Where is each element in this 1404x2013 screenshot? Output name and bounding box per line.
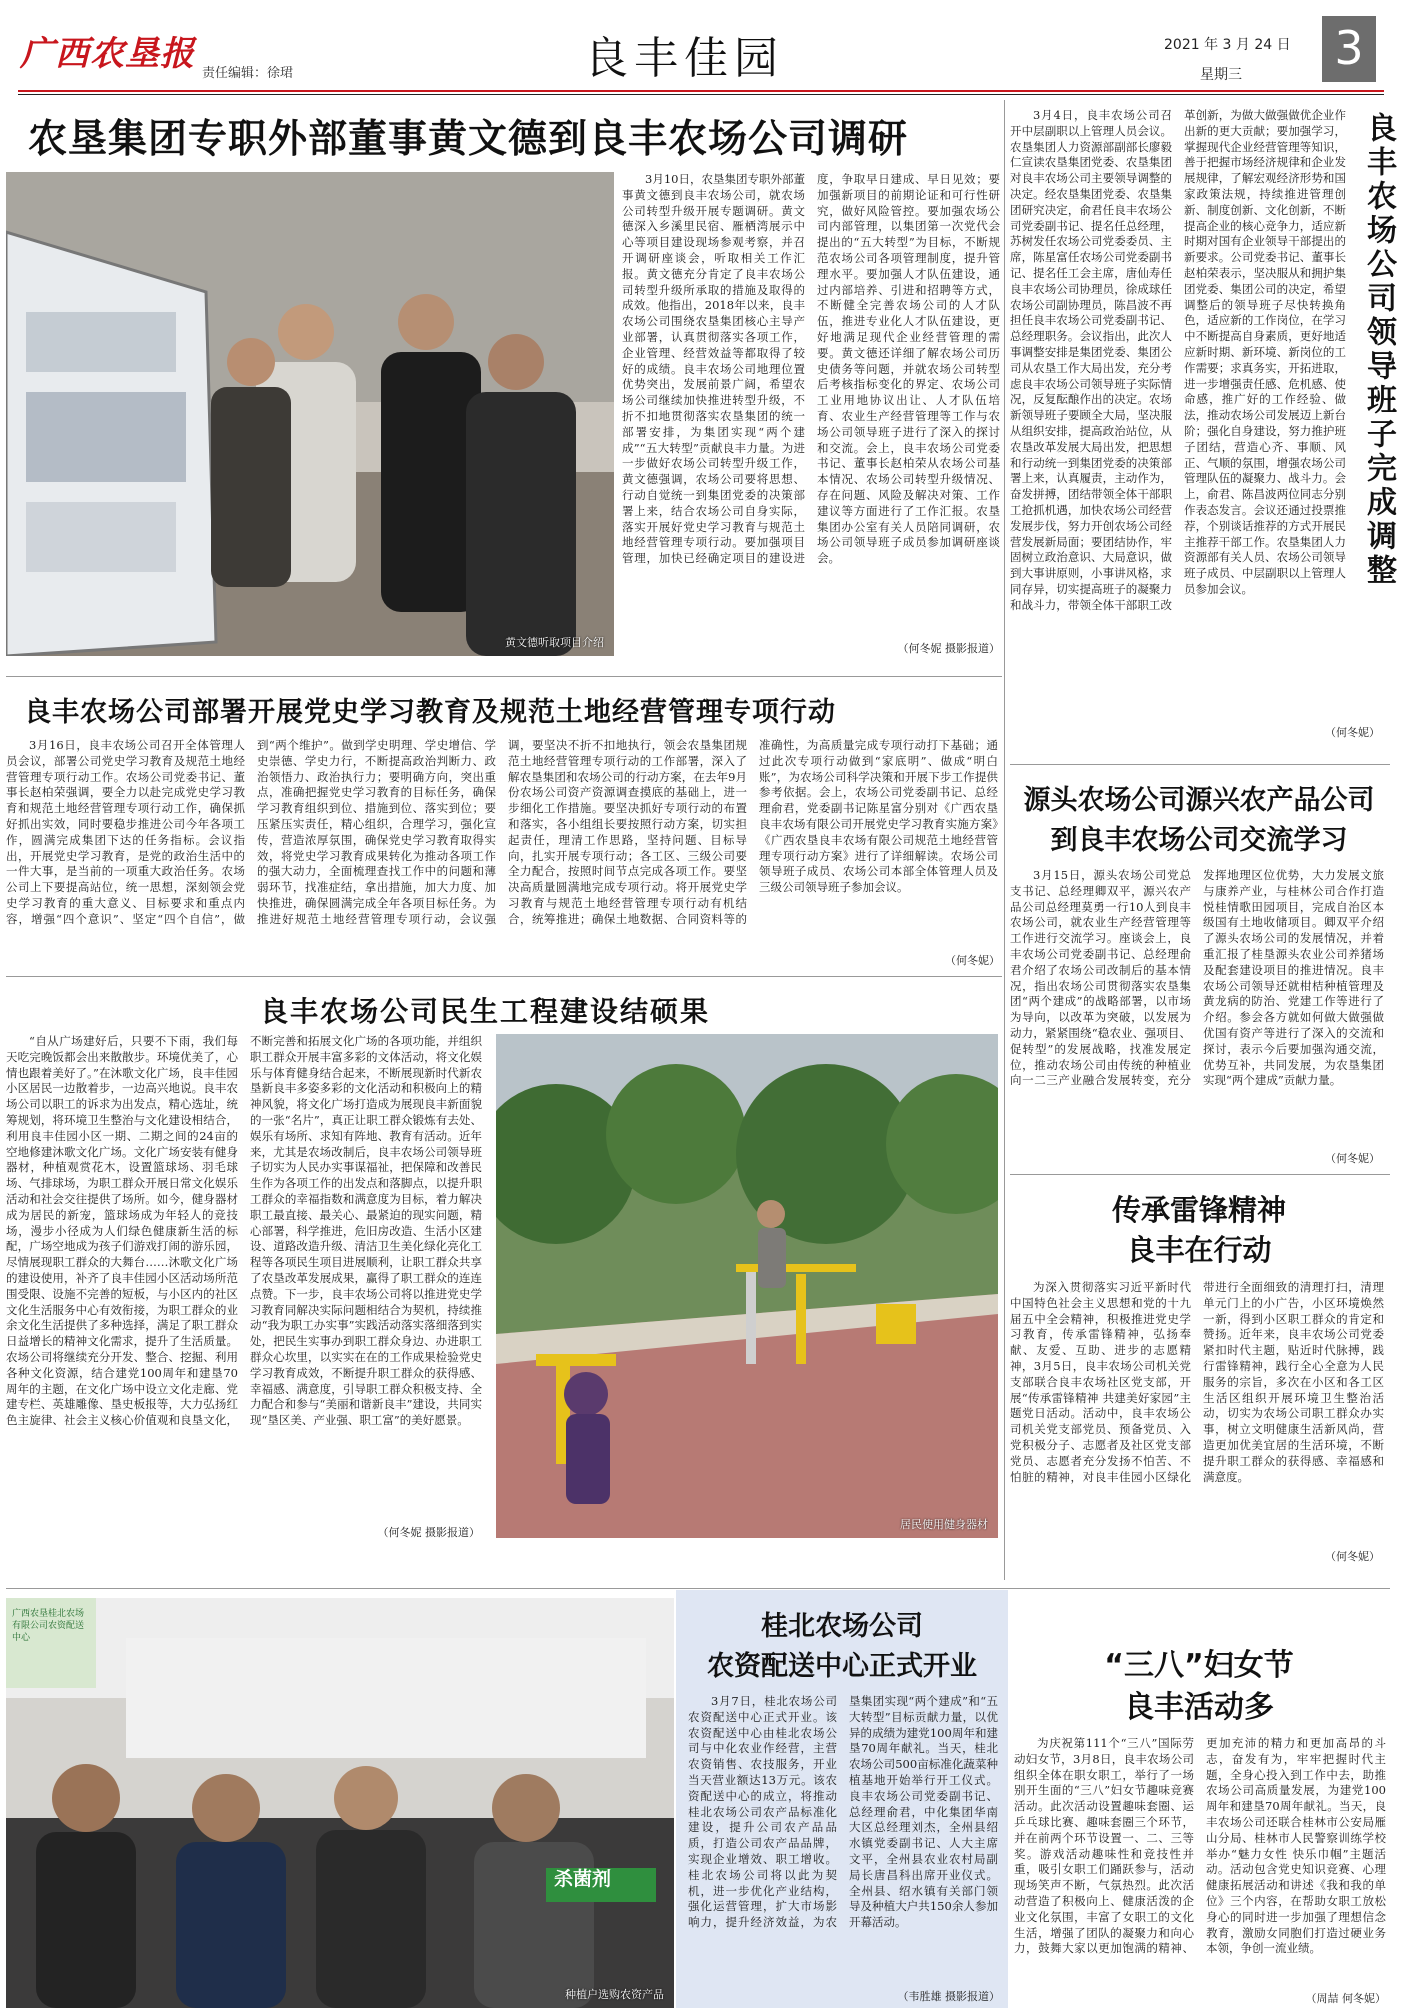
divider-4 [1010,1174,1390,1175]
article3-title: 良丰农场公司部署开展党史学习教育及规范土地经营管理专项行动 [24,697,836,728]
fitness-park-photo-illustration [496,1034,998,1538]
newspaper-logo: 广西农垦报 [20,34,195,74]
article8-title-line1: “三八”妇女节 [1104,1648,1294,1683]
article8-byline: （周喆 何冬妮） [1305,1992,1386,2005]
article7-body: 3月7日，桂北农场公司农资配送中心正式开业。该农资配送中心由桂北农场公司与中化农业作经营，主营农资销售、农技服务，开业当天营业额达13万元。该农资配送中心的成立，将推动桂北农场公司农产品标准化建设，提升公司农产品品质，打造公司农产品品牌，实现企业增效、职工增收。桂北农场公司将以此为契机，进一步优化产业结构，强化运营管理，扩大市场影响力，提升经济效益，为农垦集团实现“两个建成”和“五大转型”目标贡献力量，以优异的成绩为建党100周年和建垦70周年献礼。当天，桂北农场公司500亩标准化蔬菜种植基地开始举行开工仪式。良丰农场公司党委副书记、总经理俞君，中化集团华南大区总经理刘杰，全州县绍水镇党委副书记、人大主席文平，全州县农业农村局副局长唐昌科出席开业仪式。全州县、绍水镇有关部门领导及种植大户共150余人参加开幕活动。 [688,1694,998,1930]
article7-byline: （韦胜雄 摄影报道） [897,1990,1000,2003]
divider-right-column [1004,100,1005,1580]
article7-title-line2: 农资配送中心正式开业 [707,1651,977,1682]
divider-3 [6,976,1002,977]
article1-photo-caption: 黄文德听取项目介绍 [505,636,604,649]
article5-byline: （何冬妮 摄影报道） [377,1526,480,1539]
article4-title-line2: 到良丰农场公司交流学习 [1050,825,1348,856]
article5-photo-caption: 居民使用健身器材 [900,1518,988,1531]
article1-byline: （何冬妮 摄影报道） [897,642,1000,655]
article6-title-line2: 良丰在行动 [1126,1233,1272,1267]
article6-byline: （何冬妮） [1325,1550,1380,1563]
divider-2 [1010,764,1390,765]
article5-body-left: “自从广场建好后，只要不下雨，我们每天吃完晚饭都会出来散散步。环境优美了，心情也跟着美好了。”在沐歌文化广场，良丰佳园小区居民一边散着步，一边高兴地说。良丰农场公司以职工的诉求为出发点，精心选址，统筹规划，将环境卫生整治与文化建设相结合，利用良丰佳园小区一期、二期之间的24亩的空地修建沐歌文化广场。文化广场安装有健身器材，种植观赏花木，设置篮球场、羽毛球场、气排球场，为职工群众开展日常文化娱乐活动和社会交往提供了场所。如今，健身器材成为居民的新宠，篮球场成为年轻人的竞技场，漫步小径成为人们绿色健康新生活的标配，广场空地成为孩子们游戏打闹的游乐园，尽情展现职工群众的大舞台……沐歌文化广场的建设使用，补齐了良丰佳园小区活动场所范围受限、设施不完善的短板，与小区内的社区文化生活服务中心有效衔接，为职工群众的业余文化生活提供了多种选择，满足了职工群众日益增长的精神文化需求，提升了生活质量。农场公司将继续充分开发、整合、挖掘、利用各种文化资源，结合建党100周年和建垦70周年的主题，在文化广场中设立文化走廊、党建专栏、英雄雕像、垦史板报等，大力弘扬红色主旋律、社会主义核心价值观和良垦文化，不断完善和拓展文化广场的各项功能，并组织职工群众开展丰富多彩的文体活动，将文化娱乐与体育健身结合起来，不断展现新时代新农垦新良丰多姿多彩的文化活动和积极向上的精神风貌，将文化广场打造成为展现良丰新面貌的一张“名片”，真正让职工群众锻炼有去处、娱乐有场所、求知有阵地、教育有活动。近年来，尤其是农场改制后，良丰农场公司领导班子切实为人民办实事谋福祉，把保障和改善民生作为各项工作的出发点和落脚点，以提升职工群众的幸福指数和满意度为目标，着力解决职工最直接、最关心、最紧迫的现实问题，精心部署，科学推进，危旧房改造、生活小区建设、道路改造升级、清洁卫生美化绿化亮化工程等各项民生项目进展顺利，让职工群众共享了农垦改革发展成果，赢得了职工群众的连连点赞。下一步，良丰农场公司将以推进党史学习教育同解决实际问题相结合为契机，持续推动“我为职工办实事”实践活动落实落细落到实处，把民生实事办到职工群众身边、办进职工群众心坎里，以实实在在的工作成果检验党史学习教育成效，不断提升职工群众的获得感、幸福感、满意度，引导职工群众积极支持、全力配合和参与“美丽和谐新良丰”建设，共同实现“垦区美、产业强、职工富”的美好愿景。 [6,1034,482,1428]
divider-5 [6,1588,1390,1589]
article1-body: 3月10日，农垦集团专职外部董事黄文德到良丰农场公司，就农场公司转型升级开展专题调研。黄文德深入乡溪里民宿、雁栖湾展示中心等项目建设现场参观考察，并召开调研座谈会，听取相关工作汇报。黄文德充分肯定了良丰农场公司转型升级所承取的措施及取得的成效。他指出，2018年以来，良丰农场公司围绕农垦集团核心主导产业部署，认真贯彻落实各项工作，企业管理、经营效益等都取得了较好的成绩。良丰农场公司地理位置优势突出，发展前景广阔，希望农场公司继续加快推进转型升级，不折不扣地贯彻落实农垦集团的统一部署安排，为集团实现“两个建成”“五大转型”贡献良丰力量。为进一步做好农场公司转型升级工作，黄文德强调，农场公司要将思想、行动自觉统一到集团党委的决策部署上来，结合农场公司自身实际，落实开展好党史学习教育与规范土地经营管理专项行动。要加强项目管理，加快已经确定项目的建设进度，争取早日建成、早日见效；要加强新项目的前期论证和可行性研究，做好风险管控。要加强农场公司内部管理，以集团第一次党代会提出的“五大转型”为目标，不断规范农场公司各项管理制度，提升管理水平。要加强人才队伍建设，通过内部培养、引进和招聘等方式，不断健全完善农场公司的人才队伍，推进专业化人才队伍建设，更好地满足现代企业经营管理的需要。黄文德还详细了解农场公司历史债务等问题，并就农场公司转型后考核指标变化的界定、农场公司工业用地协议出让、人才队伍培育、农业生产经营管理等工作与农场公司领导班子进行了深入的探讨和交流。会上，良丰农场公司党委书记、董事长赵柏荣从农场公司基本情况、农场公司转型升级情况、存在问题、风险及解决对策、工作建议等方面进行了工作汇报。农垦集团办公室有关人员陪同调研，农场公司领导班子成员参加调研座谈会。 [622,172,1000,566]
page-number-badge: 3 [1322,16,1376,82]
article3-byline: （何冬妮） [945,954,1000,967]
article4-byline: （何冬妮） [1325,1152,1380,1165]
article7-photo-sign: 杀菌剂 [554,1868,612,1890]
meeting-photo-illustration [6,172,614,656]
section-title: 良丰佳园 [584,33,784,84]
divider-1 [6,676,1002,677]
article7-photo-banner: 广西农垦桂北农场有限公司农资配送中心 [12,1609,85,1643]
article2-title: 良丰农场公司领导班子完成调整 [1361,112,1396,588]
editor-credit: 责任编辑：徐珺 [202,66,294,81]
article8-body: 为庆祝第111个“三八”国际劳动妇女节，3月8日，良丰农场公司组织全体在职女职工，举行了一场别开生面的“三八”妇女节趣味竞赛活动。此次活动设置趣味套圈、运乒乓球比赛、趣味套圈三个环节，并在前两个环节设置一、二、三等奖。游戏活动趣味性和竞技性并重，吸引女职工们踊跃参与，活动现场笑声不断，气氛热烈。此次活动营造了积极向上、健康活泼的企业文化氛围，丰富了女职工的文化生活，增强了团队的凝聚力和向心力，鼓舞大家以更加饱满的精神、更加充沛的精力和更加高昂的斗志，奋发有为，牢牢把握时代主题，全身心投入到工作中去，助推农场公司高质量发展，为建党100周年和建垦70周年献礼。当天，良丰农场公司还联合桂林市公安局雁山分局、桂林市人民警察训练学校举办“魅力女性 快乐巾帼”主题活动。活动包含党史知识竞赛、心理健康拓展活动和讲述《我和我的单位》三个内容，在帮助女职工放松身心的同时进一步加强了理想信念教育，激励女同胞们打造过硬业务本领，争创一流业绩。 [1014,1736,1386,1956]
article1-photo [6,172,614,656]
masthead-rule-thin [18,94,1384,95]
article2-byline: （何冬妮） [1325,726,1380,739]
article3-body: 3月16日，良丰农场公司召开全体管理人员会议，部署公司党史学习教育及规范土地经营管理专项行动工作。农场公司党委书记、董事长赵柏荣强调，要全力以赴完成党史学习教育和规范土地经营管理专项行动工作，确保抓好抓出实效，同时要稳步推进公司今年各项工作，圆满完成集团下达的任务指标。会议指出，开展党史学习教育，是党的政治生活中的一件大事，是当前的一项重大政治任务。农场公司上下要提高站位，统一思想，深刻领会党史学习教育的重大意义、目标要求和重点内容，增强“四个意识”、坚定“四个自信”，做到“两个维护”。做到学史明理、学史增信、学史崇德、学史力行，不断提高政治判断力、政治领悟力、政治执行力；要明确方向，突出重点，准确把握党史学习教育的目标任务，确保学习教育组织到位、措施到位、落实到位；要压紧压实责任，精心组织，合理学习，强化宣传，营造浓厚氛围，确保党史学习教育取得实效，将党史学习教育成果转化为推动各项工作的强大动力，全面梳理查找工作中的问题和薄弱环节，找准症结，拿出措施，加大力度、加快推进，确保圆满完成全年各项目标任务。为推进好规范土地经营管理专项行动，会议强调，要坚决不折不扣地执行，领会农垦集团规范土地经营管理专项行动的工作部署，深入了解农垦集团和农场公司的行动方案，在去年9月份农场公司资产资源调查摸底的基础上，进一步细化工作措施。要坚决抓好专项行动的布置和落实，各小组组长要按照行动方案，切实担起责任，理清工作思路，坚持问题、目标导向，扎实开展专项行动；各工区、三级公司要全力配合，按照时间节点完成各项工作。要坚决高质量圆满地完成专项行动。将开展党史学习教育与规范土地经营管理专项行动有机结合，统筹推进；确保土地数据、合同资料等的准确性，为高质量完成专项行动打下基础；通过此次专项行动做到“家底明”、做成“明白账”，为农场公司科学决策和开展下步工作提供参考依据。会上，农场公司党委副书记、总经理俞君，党委副书记陈星富分别对《广西农垦良丰农场有限公司开展党史学习教育实施方案》《广西农垦良丰农场有限公司规范土地经营管理专项行动方案》进行了详细解读。农场公司领导班子成员、农场公司本部全体管理人员及三级公司领导班子参加会议。 [6,738,998,926]
issue-date: 2021 年 3 月 24 日 [1164,37,1291,53]
article4-body: 3月15日，源头农场公司党总支书记、总经理卿双平，源兴农产品公司总经理莫勇一行10人到良丰农场公司，就农业生产经营管理等工作进行交流学习。座谈会上，良丰农场公司党委副书记、总经理俞君介绍了农场公司改制后的基本情况，指出农场公司贯彻落实农垦集团“两个建成”的战略部署，以市场为导向，以改革为突破，以发展为动力，紧紧围绕“稳农业、强项目、促转型”的发展战略，找准发展定位，推动农场公司由传统的种植业向一二三产业融合发展转变，充分发挥地理区位优势，大力发展文旅与康养产业，与桂林公司合作打造悦桂情歌田园项目，完成自治区本级国有土地收储项目。卿双平介绍了源头农场公司的发展情况，并着重汇报了桂垦源头农业公司养猪场及配套建设项目的推进情况。良丰农场公司领导还就柑桔种植管理及黄龙病的防治、党建工作等进行了介绍。参会各方就如何做大做强做优国有资产等进行了深入的交流和探讨，表示今后要加强沟通交流，优势互补，共同发展，为农垦集团实现“两个建成”贡献力量。 [1010,868,1384,1088]
issue-weekday: 星期三 [1200,67,1242,83]
article7-photo [6,1598,674,2008]
article7-title-line1: 桂北农场公司 [761,1611,923,1642]
article6-body: 为深入贯彻落实习近平新时代中国特色社会主义思想和党的十九届五中全会精神，积极推进党史学习教育，传承雷锋精神，弘扬奉献、友爱、互助、进步的志愿精神，3月5日，良丰农场公司机关党支部联合良丰农场社区党支部，开展“传承雷锋精神 共建美好家园”主题党日活动。活动中，良丰农场公司机关党支部党员、预备党员、入党积极分子、志愿者及社区党支部党员、志愿者充分发扬不怕苦、不怕脏的精神，对良丰佳园小区绿化带进行全面细致的清理打扫，清理单元门上的小广告，小区环境焕然一新，得到小区职工群众的肯定和赞扬。近年来，良丰农场公司党委紧扣时代主题，贴近时代脉搏，践行雷锋精神，践行全心全意为人民服务的宗旨，多次在小区和各工区生活区组织开展环境卫生整治活动，切实为农场公司职工群众办实事，树立文明健康生活新风尚，营造更加优美宜居的生活环境，不断提升职工群众的获得感、幸福感和满意度。 [1010,1280,1384,1484]
farm-supply-store-photo-illustration [6,1598,674,2008]
article5-title: 良丰农场公司民生工程建设结硕果 [260,995,711,1028]
article1-title: 农垦集团专职外部董事黄文德到良丰农场公司调研 [28,117,909,162]
article8-title-line2: 良丰活动多 [1124,1690,1274,1725]
article5-photo [496,1034,998,1538]
masthead-rule [18,90,1384,92]
article7-photo-caption: 种植户选购农资产品 [565,1988,664,2001]
article6-title-line1: 传承雷锋精神 [1111,1193,1286,1227]
article2-body: 3月4日，良丰农场公司召开中层副职以上管理人员会议。农垦集团人力资源部副部长廖毅仁宣读农垦集团党委、农垦集团对良丰农场公司主要领导调整的决定。经农垦集团党委、农垦集团研究决定，俞君任良丰农场公司党委副书记、提名任总经理，苏树发任农场公司党委委员、主席，陈星富任农场公司党委副书记、提名任工会主席，唐仙寿任良丰农场公司协理员，徐成球任农场公司副协理员，陈昌波不再担任良丰农场公司党委副书记、总经理职务。会议指出，此次人事调整安排是集团党委、集团公司从农垦工作大局出发，充分考虑良丰农场公司领导班子实际情况，反复酝酿作出的决定。农场新领导班子要顾全大局，坚决服从组织安排，提高政治站位，从农垦改革发展大局出发，把思想和行动统一到集团党委的决策部署上来，认真履责，主动作为，奋发拼搏，团结带领全体干部职工抢抓机遇，加快农场公司经营发展步伐，努力开创农场公司经营发展新局面；要团结协作，牢固树立政治意识、大局意识，做到大事讲原则，小事讲风格，求同存异，切实提高班子的凝聚力和战斗力，带领全体干部职工改革创新，为做大做强做优企业作出新的更大贡献；要加强学习，掌握现代企业经营管理等知识，善于把握市场经济规律和企业发展规律，了解宏观经济形势和国家政策法规，持续推进管理创新、制度创新、文化创新，不断提高企业的核心竞争力，适应新时期对国有企业领导干部提出的新要求。公司党委书记、董事长赵柏荣表示，坚决服从和拥护集团党委、集团公司的决定，希望调整后的领导班子尽快转换角色，适应新的工作岗位，在学习中不断提高自身素质，更好地适应新时期、新环境、新岗位的工作需要；求真务实，开拓进取，进一步增强责任感、危机感、使命感，推广好的工作经验、做法，推动农场公司发展迈上新台阶；强化自身建设，努力推护班子团结，营造心齐、事顺、风正、气顺的氛围，增强农场公司管理队伍的凝聚力、战斗力。会上，俞君、陈昌波两位同志分别作表态发言。会议还通过投票推荐，个别谈话推荐的方式开展民主推荐干部工作。农垦集团人力资源部有关人员、农场公司领导班子成员、中层副职以上管理人员参加会议。 [1010,108,1346,612]
article4-title-line1: 源头农场公司源兴农产品公司 [1023,785,1375,816]
